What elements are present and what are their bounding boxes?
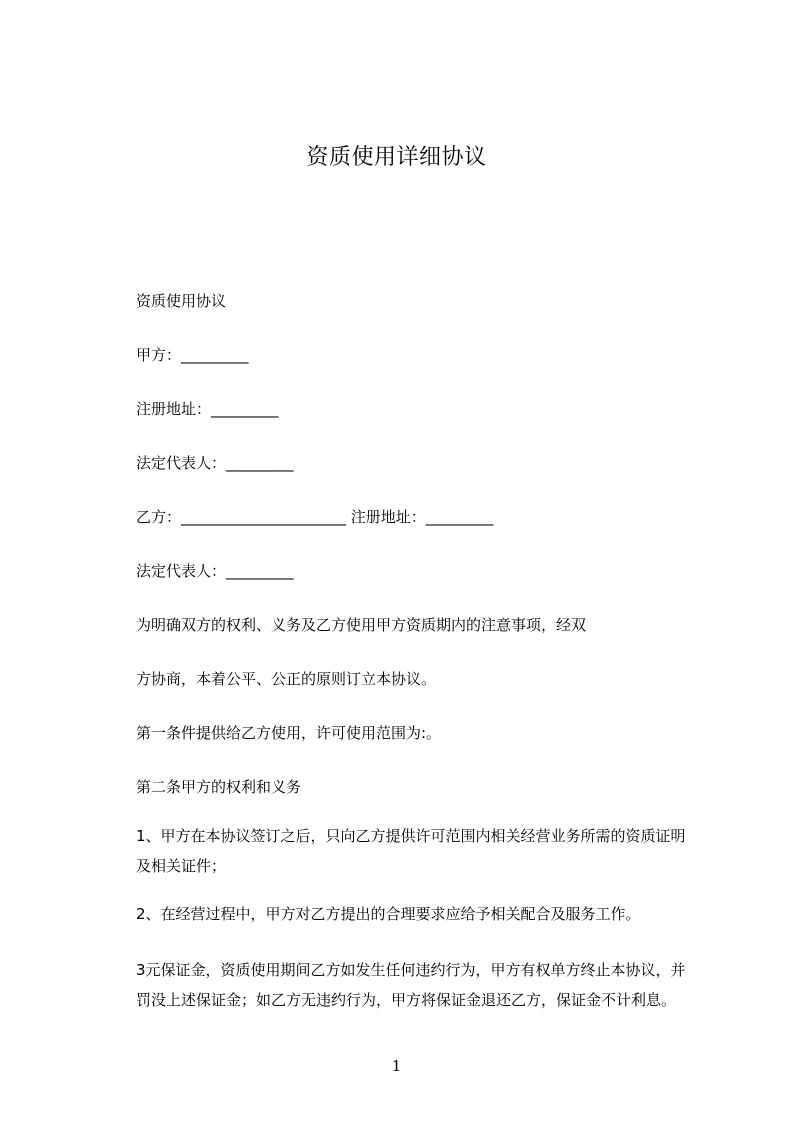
preamble-line-2: 方协商，本着公平、公正的原则订立本协议。 bbox=[136, 670, 437, 688]
party-a-representative-field: 法定代表人：_________ bbox=[136, 454, 294, 472]
preamble-line-1: 为明确双方的权利、义务及乙方使用甲方资质期内的注意事项，经双 bbox=[136, 616, 587, 634]
clause-3: 3元保证金，资质使用期间乙方如发生任何违约行为，甲方有权单方终止本协议，并罚没上述保证金；如乙方无违约行为，甲方将保证金退还乙方，保证金不计利息。 bbox=[136, 961, 686, 1009]
page-number: 1 bbox=[391, 1057, 402, 1075]
party-a-address-field: 注册地址：_________ bbox=[136, 400, 279, 418]
party-b-field: 乙方：______________________ 注册地址：_________ bbox=[136, 508, 494, 526]
clause-1: 1、甲方在本协议签订之后，只向乙方提供许可范围内相关经营业务所需的资质证明及相关证件； bbox=[136, 827, 686, 875]
document-title: 资质使用详细协议 bbox=[306, 145, 487, 170]
party-a-field: 甲方：_________ bbox=[136, 346, 249, 364]
article-2-heading: 第二条甲方的权利和义务 bbox=[136, 778, 302, 796]
party-b-representative-field: 法定代表人：_________ bbox=[136, 562, 294, 580]
article-1: 第一条件提供给乙方使用，许可使用范围为:。 bbox=[136, 724, 442, 742]
agreement-heading: 资质使用协议 bbox=[136, 292, 227, 310]
clause-2: 2、在经营过程中，甲方对乙方提出的合理要求应给予相关配合及服务工作。 bbox=[136, 905, 641, 923]
